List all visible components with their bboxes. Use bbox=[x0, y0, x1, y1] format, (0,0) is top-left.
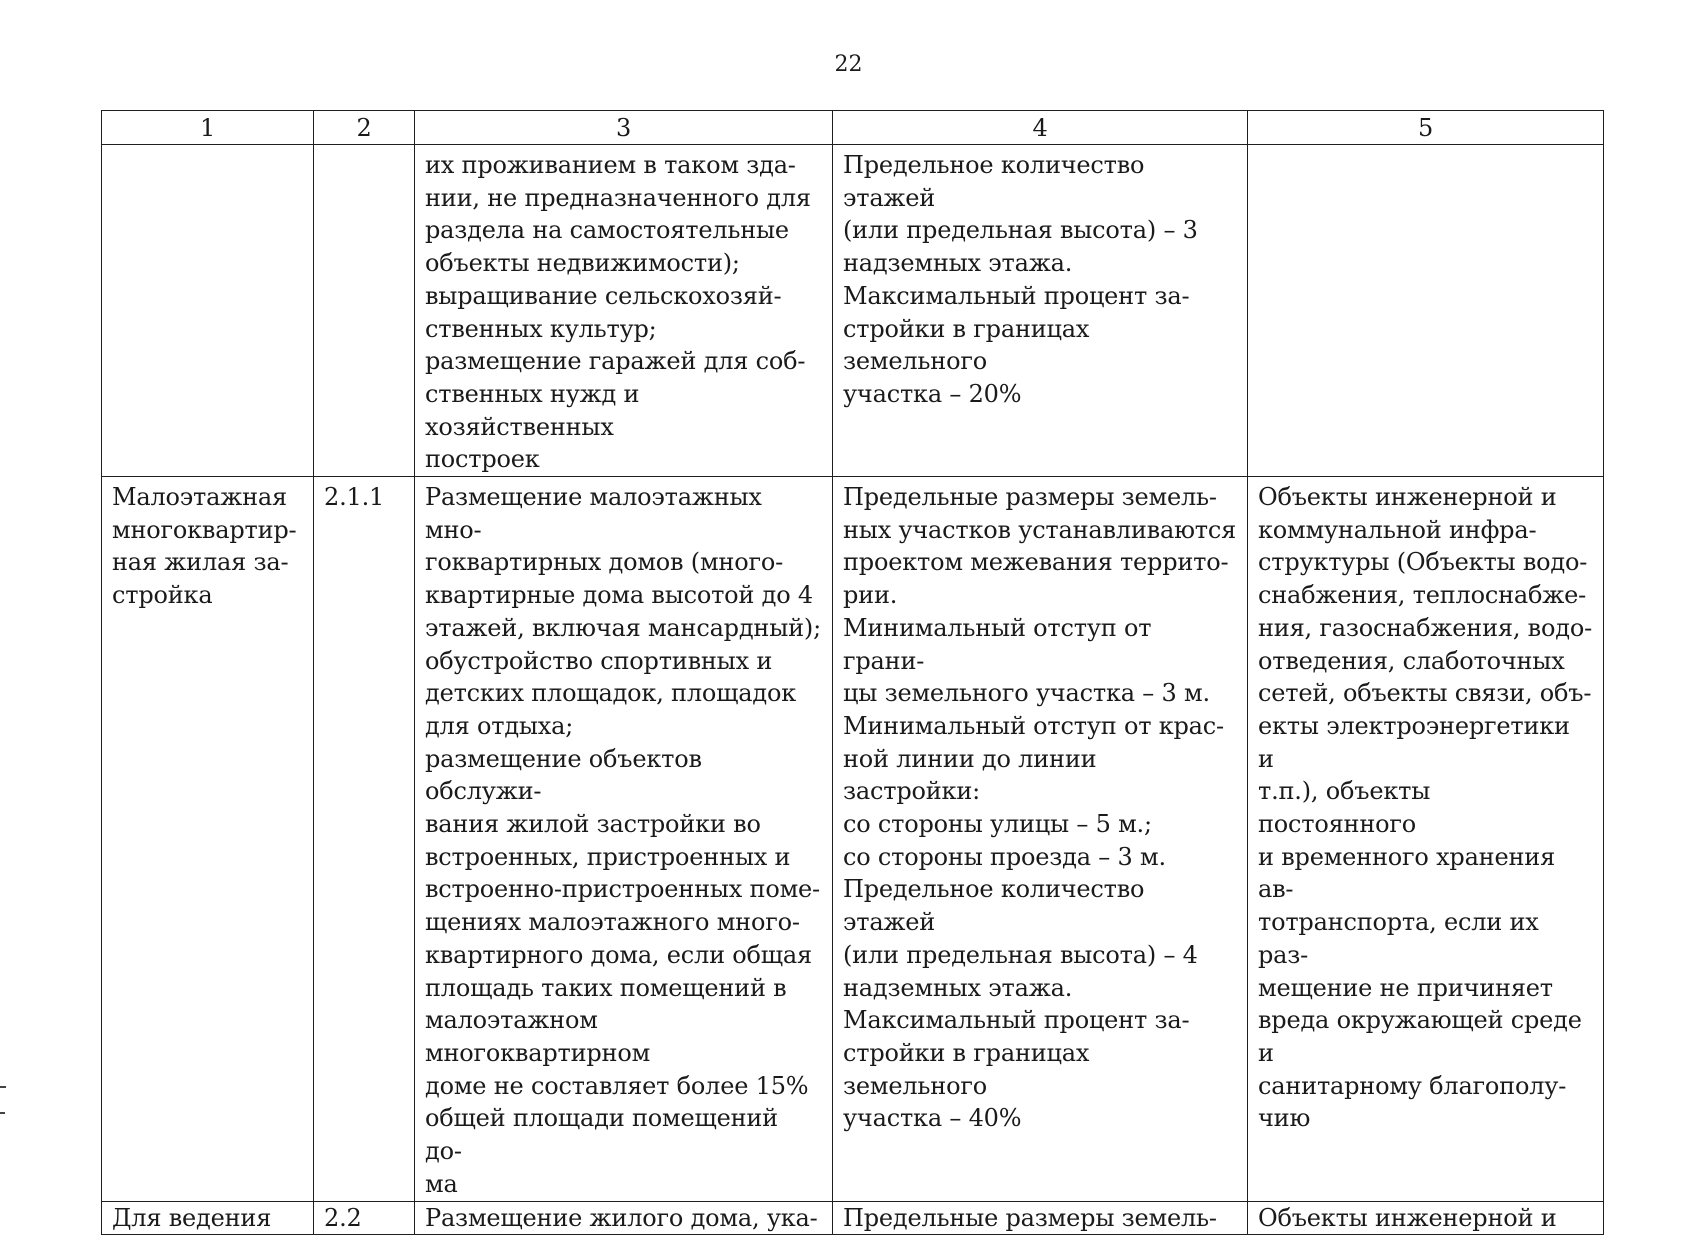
column-header: 2 bbox=[314, 111, 415, 145]
land-use-type-cell: Для ведения bbox=[102, 1201, 314, 1234]
table-row bbox=[102, 1201, 1604, 1234]
description-cell: Размещение малоэтажных мно- гоквартирных домов (много- квартирные дома высотой до 4 этажей, включая мансардный); обустройство спортивных и детских площадок, площадок для отдыха; размещение объектов обслужи- вания жилой застройки во встроенных, пристроенных и встроенно-пристроенных поме- щениях малоэтажного много- квартирного дома, если общая площадь таких помещений в малоэтажном многоквартирном доме не составляет более 15% общей площади помещений до- ма bbox=[415, 477, 833, 1201]
parameters-cell: Предельные размеры земель- bbox=[833, 1201, 1248, 1234]
land-use-type-cell bbox=[102, 145, 314, 477]
description-cell: их проживанием в таком зда- нии, не предназначенного для раздела на самостоятельные объекты недвижимости); выращивание сельскохозяй- ственных культур; размещение гаражей для соб- ственных нужд и хозяйственных построек bbox=[415, 145, 833, 477]
column-header: 4 bbox=[833, 111, 1248, 145]
column-header: 1 bbox=[102, 111, 314, 145]
land-use-table bbox=[101, 110, 1604, 1235]
scan-mark bbox=[0, 1112, 5, 1114]
land-use-type-cell: Малоэтажная многоквартир- ная жилая за- стройка bbox=[102, 477, 314, 1201]
code-cell bbox=[314, 145, 415, 477]
code-cell: 2.2 bbox=[314, 1201, 415, 1234]
column-header: 3 bbox=[415, 111, 833, 145]
auxiliary-uses-cell bbox=[1248, 145, 1604, 477]
description-cell: Размещение жилого дома, ука- bbox=[415, 1201, 833, 1234]
parameters-cell: Предельное количество этажей (или предельная высота) – 3 надземных этажа. Максимальный процент за- стройки в границах земельного участка – 20% bbox=[833, 145, 1248, 477]
table-row bbox=[102, 145, 1604, 477]
column-header: 5 bbox=[1248, 111, 1604, 145]
auxiliary-uses-cell: Объекты инженерной и bbox=[1248, 1201, 1604, 1234]
code-cell: 2.1.1 bbox=[314, 477, 415, 1201]
page-number: 22 bbox=[834, 52, 863, 77]
table-header-row bbox=[102, 111, 1604, 145]
table-row bbox=[102, 477, 1604, 1201]
auxiliary-uses-cell: Объекты инженерной и коммунальной инфра- структуры (Объекты водо- снабжения, теплоснабже- ния, газоснабжения, водо- отведения, слаботочных сетей, объекты связи, объ- екты электроэнергетики и т.п.), объекты постоянного и временного хранения ав- тотранспорта, если их раз- мещение не причиняет вреда окружающей среде и санитарному благополу- чию bbox=[1248, 477, 1604, 1201]
scan-mark bbox=[0, 1086, 6, 1088]
parameters-cell: Предельные размеры земель- ных участков устанавливаются проектом межевания террито- рии. Минимальный отступ от грани- цы земельного участка – 3 м. Минимальный отступ от крас- ной линии до линии застройки: со стороны улицы – 5 м.; со стороны проезда – 3 м. Предельное количество этажей (или предельная высота) – 4 надземных этажа. Максимальный процент за- стройки в границах земельного участка – 40% bbox=[833, 477, 1248, 1201]
